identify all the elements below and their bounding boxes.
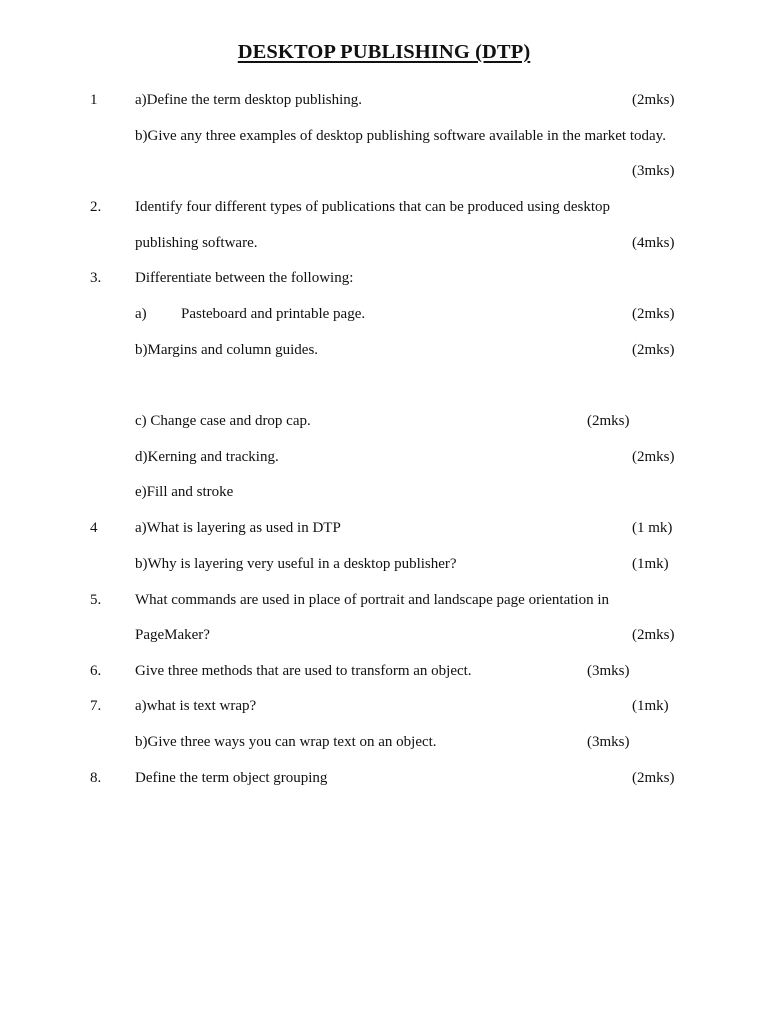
question-marks: (2mks) (632, 770, 675, 786)
question-line (0, 553, 768, 575)
question-line (0, 160, 768, 182)
question-text: d)Kerning and tracking. (135, 449, 279, 465)
question-text: b)Margins and column guides. (135, 342, 319, 358)
question-text: c) Change case and drop cap. (135, 413, 311, 429)
question-number: 3. (90, 270, 102, 286)
question-line (0, 660, 768, 682)
question-line (0, 481, 768, 503)
question-line (0, 695, 768, 717)
question-number: 7. (90, 698, 102, 714)
question-number: 8. (90, 770, 102, 786)
question-marks: (3mks) (632, 163, 675, 179)
question-marks: (4mks) (632, 235, 675, 251)
question-line (0, 196, 768, 218)
question-line (0, 125, 768, 147)
question-text: What commands are used in place of portrait and landscape page orientation in (135, 592, 609, 608)
question-marks: (3mks) (587, 663, 630, 679)
question-marks: (1 mk) (632, 520, 673, 536)
question-text: b)Give three ways you can wrap text on an object. (135, 734, 437, 750)
question-marks: (1mk) (632, 698, 669, 714)
question-number: 6. (90, 663, 102, 679)
question-marks: (2mks) (632, 92, 675, 108)
question-line (0, 589, 768, 611)
question-text: e)Fill and stroke (135, 484, 234, 500)
question-line (0, 517, 768, 539)
question-line (0, 339, 768, 361)
question-text: Define the term object grouping (135, 770, 328, 786)
question-number: 2. (90, 199, 102, 215)
question-marks: (2mks) (632, 306, 675, 322)
question-line (0, 731, 768, 753)
question-marks: (3mks) (587, 734, 630, 750)
question-number: 4 (90, 520, 98, 536)
question-line (0, 303, 768, 325)
question-text: PageMaker? (135, 627, 210, 643)
question-text: Give three methods that are used to transform an object. (135, 663, 472, 679)
question-line (0, 410, 768, 432)
question-text: publishing software. (135, 235, 258, 251)
question-line (0, 89, 768, 111)
question-text: Differentiate between the following: (135, 270, 354, 286)
document-title: DESKTOP PUBLISHING (DTP) (237, 41, 531, 63)
question-line (0, 624, 768, 646)
question-text: b)Give any three examples of desktop publishing software available in the market today. (135, 128, 666, 144)
question-text: Pasteboard and printable page. (181, 306, 366, 322)
sub-question-letter: a) (135, 306, 147, 322)
question-text: a)Define the term desktop publishing. (135, 92, 363, 108)
question-line (0, 267, 768, 289)
question-number: 1 (90, 92, 98, 108)
question-text: Identify four different types of publications that can be produced using desktop (135, 199, 611, 215)
question-marks: (2mks) (632, 342, 675, 358)
question-text: b)Why is layering very useful in a desktop publisher? (135, 556, 457, 572)
question-line (0, 446, 768, 468)
question-line (0, 767, 768, 789)
question-line (0, 232, 768, 254)
question-marks: (2mks) (632, 449, 675, 465)
question-marks: (1mk) (632, 556, 669, 572)
question-text: a)what is text wrap? (135, 698, 257, 714)
question-marks: (2mks) (587, 413, 630, 429)
question-text: a)What is layering as used in DTP (135, 520, 341, 536)
question-marks: (2mks) (632, 627, 675, 643)
question-number: 5. (90, 592, 102, 608)
